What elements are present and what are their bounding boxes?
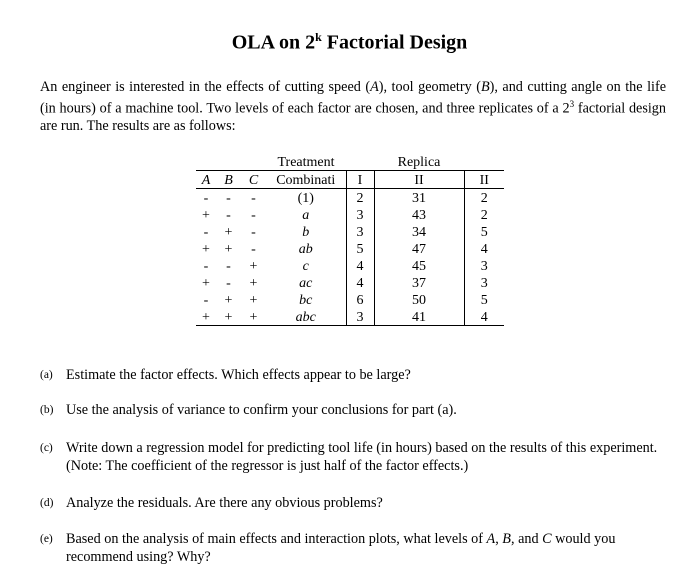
table-row (196, 189, 504, 207)
replica-1-cell: 3 (346, 308, 374, 326)
level-a-cell: + (202, 208, 210, 223)
replica-2-cell: 47 (374, 240, 464, 257)
treatment-cell: ac (299, 276, 313, 291)
replica-header: Replica (397, 155, 441, 170)
treatment-cell: abc (266, 308, 346, 326)
replica-3-cell: 4 (464, 240, 504, 257)
level-c-cell: - (251, 242, 256, 257)
replica-1-cell: 6 (346, 291, 374, 308)
col-header-combination: Combinati (266, 171, 346, 189)
level-c-cell: - (251, 208, 256, 223)
level-c-cell: + (249, 259, 258, 274)
question-text: Write down a regression model for predicting tool life (in hours) based on the results of this experiment. (Note: The coefficient of the regressor is just half of the factor effects.) (66, 440, 658, 474)
replica-1-cell: 2 (346, 189, 374, 207)
question-text: Estimate the factor effects. Which effects appear to be large? (66, 367, 411, 383)
col-header-replica-3: II (464, 171, 504, 189)
level-a-cell: + (202, 242, 210, 257)
question-label: (c) (40, 442, 53, 454)
factor-a-symbol: A (370, 79, 379, 95)
replica-3-cell: 2 (464, 189, 504, 207)
replica-3-cell: 5 (464, 223, 504, 240)
question-a (40, 366, 670, 384)
table-header (196, 171, 504, 189)
question-text: Analyze the residuals. Are there any obvious problems? (66, 495, 383, 511)
replica-1-cell: 4 (346, 274, 374, 291)
treatment-cell: bc (299, 293, 313, 308)
results-table (196, 153, 504, 326)
table-body (196, 189, 504, 326)
level-c-cell: + (249, 276, 258, 291)
replica-2-cell: 45 (374, 257, 464, 274)
level-a-cell: - (203, 225, 209, 240)
treatment-cell: ab (298, 242, 313, 257)
replica-2-cell: 41 (374, 308, 464, 326)
col-header-replica-1: I (346, 171, 374, 189)
level-c-cell: + (249, 293, 258, 308)
level-a-cell: - (203, 259, 209, 274)
intro-text-3: ), and cutting angle on the life (in hours) of a machine tool. Two levels of each factor are chosen, and three replicates of a 2 (40, 79, 666, 117)
replica-3-cell: 3 (464, 274, 504, 291)
page-title (0, 30, 699, 55)
intro-text-1: An engineer is interested in the effects of cutting speed ( (40, 79, 371, 95)
title-main: OLA on 2 (231, 31, 316, 54)
replica-2-cell: 50 (374, 291, 464, 308)
title-superscript: k (315, 30, 322, 44)
replica-2-cell: 34 (374, 223, 464, 240)
level-b-cell: + (216, 308, 241, 326)
treatment-cell: (1) (297, 191, 314, 206)
level-c-cell: - (251, 191, 256, 206)
question-label: (d) (40, 497, 54, 509)
replica-2-cell: 37 (374, 274, 464, 291)
question-label: (e) (40, 533, 53, 545)
col-header-replica-2: II (374, 171, 464, 189)
table-row (196, 274, 504, 291)
replica-1-cell: 5 (346, 240, 374, 257)
treatment-cell: a (302, 208, 310, 223)
col-header-b: B (216, 171, 241, 189)
level-b-cell: - (226, 259, 231, 274)
question-label: (b) (40, 404, 54, 416)
table-header-top (196, 153, 504, 171)
level-a-cell: - (203, 293, 209, 308)
level-b-cell: - (226, 208, 231, 223)
question-text: Use the analysis of variance to confirm your conclusions for part (a). (66, 402, 457, 418)
replica-3-cell: 3 (464, 257, 504, 274)
level-b-cell: + (224, 293, 233, 308)
treatment-cell: c (302, 259, 309, 274)
question-b (40, 401, 670, 419)
level-b-cell: + (224, 242, 233, 257)
intro-text-2: ), tool geometry ( (378, 79, 481, 95)
replica-1-cell: 3 (346, 223, 374, 240)
level-a-cell: + (196, 308, 216, 326)
replica-3-cell: 2 (464, 206, 504, 223)
problem-statement (40, 79, 666, 135)
question-e (40, 530, 670, 566)
treatment-header: Treatment (277, 155, 335, 170)
treatment-cell: b (302, 225, 310, 240)
replica-2-cell: 31 (374, 189, 464, 207)
table-row (196, 240, 504, 257)
level-b-cell: + (224, 225, 233, 240)
level-b-cell: - (226, 276, 231, 291)
question-c (40, 439, 670, 475)
col-header-a: A (196, 171, 216, 189)
title-rest: Factorial Design (321, 31, 468, 54)
level-b-cell: - (226, 191, 231, 206)
intro-superscript: 3 (569, 99, 575, 109)
question-text: Based on the analysis of main effects and interaction plots, what levels of A, B, and C would you recommend using? Why? (66, 531, 616, 565)
table-row (196, 223, 504, 240)
level-c-cell: + (241, 308, 266, 326)
table-row (196, 308, 504, 326)
intro-text-4: factorial design are run. The results are as follows: (40, 100, 666, 134)
question-d (40, 494, 670, 512)
table-row (196, 257, 504, 274)
replica-3-cell: 4 (464, 308, 504, 326)
level-a-cell: - (203, 191, 209, 206)
table-row (196, 291, 504, 308)
replica-3-cell: 5 (464, 291, 504, 308)
level-a-cell: + (202, 276, 210, 291)
col-header-c: C (241, 171, 266, 189)
factor-b-symbol: B (480, 79, 490, 95)
level-c-cell: - (251, 225, 256, 240)
replica-2-cell: 43 (374, 206, 464, 223)
table-row (196, 206, 504, 223)
replica-1-cell: 4 (346, 257, 374, 274)
question-label: (a) (40, 369, 53, 381)
replica-1-cell: 3 (346, 206, 374, 223)
